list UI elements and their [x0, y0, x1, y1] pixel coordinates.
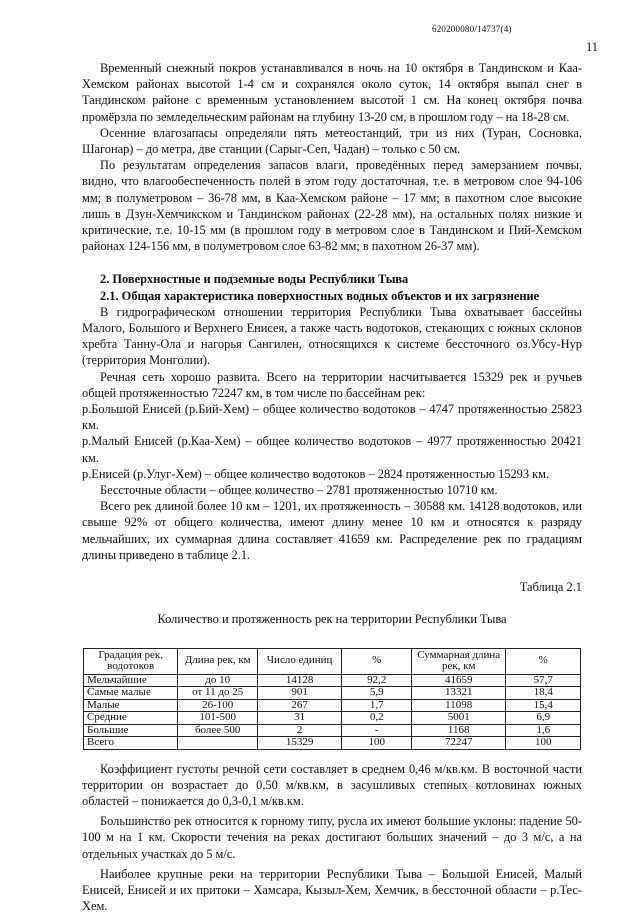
- table-cell: Большие: [84, 724, 178, 737]
- table-row: [84, 687, 581, 700]
- table-cell: 100: [506, 737, 581, 750]
- table-cell: 101-500: [178, 712, 258, 725]
- table-cell: 31: [257, 712, 341, 725]
- table-cell: 57,7: [506, 674, 581, 687]
- paragraph-endorheic: Бессточные области – общее количество – 2781 протяженностью 10710 км.: [100, 483, 498, 498]
- table-cell: Самые малые: [84, 687, 178, 700]
- table-row: [84, 712, 581, 725]
- table-cell: до 10: [178, 674, 258, 687]
- paragraph-snow-cover: Временный снежный покров устанавливался в ночь на 10 октября в Тандинском и Каа-Хемском районах высотой 1-4 см и сохранялся около суток, 14 октября выпал снег в Тандинском районе с временным установлением высотой 1 см. На конец октября почва промёрзла по земледельческим районам на глубину 13-20 см, в прошлом году – на 18-28 см.: [82, 61, 582, 124]
- table-header-cell: Суммарная длина рек, км: [412, 648, 506, 674]
- table-cell: 100: [342, 737, 412, 750]
- table-cell: 18,4: [506, 687, 581, 700]
- table-cell: Всего: [84, 737, 178, 750]
- table-row: [84, 674, 581, 687]
- paragraph-river-network: Речная сеть хорошо развита. Всего на территории насчитывается 15329 рек и ручьев общей протяженностью 72247 км, в том числе по бассейнам рек:: [82, 369, 582, 400]
- table-cell: 15329: [257, 737, 341, 750]
- table-cell: Мельчайшие: [84, 674, 178, 687]
- table-cell: более 500: [178, 724, 258, 737]
- table-cell: 2: [257, 724, 341, 737]
- table-cell: 15,4: [506, 699, 581, 712]
- table-cell: 1,7: [342, 699, 412, 712]
- document-code: 620200080/14737(4): [432, 24, 512, 34]
- table-cell: 0,2: [342, 712, 412, 725]
- table-caption: Таблица 2.1: [519, 580, 582, 595]
- section-heading: 2. Поверхностные и подземные воды Республики Тыва: [100, 272, 409, 287]
- paragraph-mountain-rivers: Большинство рек относится к горному типу, русла их имеют большие уклоны: падение 50-100 м на 1 км. Скорости течения на реках достигают больших значений – до 3 м/с, а на отдельных участках до 5 м/с.: [82, 814, 582, 861]
- table-cell: 1,6: [506, 724, 581, 737]
- table-cell: 267: [257, 699, 341, 712]
- table-row: [84, 724, 581, 737]
- table-cell: Средние: [84, 712, 178, 725]
- subsection-heading: 2.1. Общая характеристика поверхностных водных объектов и их загрязнение: [100, 288, 540, 303]
- table-cell: 92,2: [342, 674, 412, 687]
- table-cell: 41659: [412, 674, 506, 687]
- table-header-cell: %: [342, 648, 412, 674]
- paragraph-largest-rivers: Наиболее крупные реки на территории Республики Тыва – Большой Енисей, Малый Енисей, Енисей и их притоки – Хамсара, Кызыл-Хем, Хемчик, в бессточной области – р.Тес-Хем.: [82, 866, 582, 914]
- table-cell: 13321: [412, 687, 506, 700]
- table-cell: [178, 737, 258, 750]
- table-row-total: [84, 737, 581, 750]
- paragraph-river-length-summary: Всего рек длиной более 10 км – 1201, их протяженность – 30588 км. 14128 водотоков, или свыше 92% от общего количества, имеют длину менее 10 км и относятся к разряду мельчайших, их суммарная длина составляет 41659 км. Распределение рек по градациям длины приведено в таблице 2.1.: [82, 499, 582, 562]
- paragraph-autumn-moisture: Осенние влагозапасы определяли пять метеостанций, три из них (Туран, Сосновка, Шагонар) – до метра, две станции (Сарыг-Сеп, Чадан) – только с 50 см.: [82, 125, 582, 157]
- table-cell: 72247: [412, 737, 506, 750]
- table-cell: 901: [257, 687, 341, 700]
- table-cell: 6,9: [506, 712, 581, 725]
- table-header-cell: %: [506, 648, 581, 674]
- paragraph-yenisei: р.Енисей (р.Улуг-Хем) – общее количество водотоков – 2824 протяженностью 15293 км.: [82, 466, 550, 481]
- table-cell: 11098: [412, 699, 506, 712]
- table-cell: от 11 до 25: [178, 687, 258, 700]
- table-cell: 1168: [412, 724, 506, 737]
- table-header-cell: Градация рек, водотоков: [84, 648, 178, 674]
- paragraph-hydrography: В гидрографическом отношении территория Республики Тыва охватывает бассейны Малого, Большого и Верхнего Енисея, а также часть водотоков, стекающих с южных склонов хребта Танну-Ола и нагорья Сангилен, относящихся к системе бессточного оз.Убсу-Нур (территория Монголии).: [82, 304, 582, 368]
- table-cell: 5,9: [342, 687, 412, 700]
- table-header-cell: Длина рек, км: [178, 648, 258, 674]
- table-cell: 14128: [257, 674, 341, 687]
- paragraph-small-yenisei: р.Малый Енисей (р.Каа-Хем) – общее количество водотоков – 4977 протяженностью 20421 км.: [82, 434, 582, 465]
- paragraph-big-yenisei: р.Большой Енисей (р.Бий-Хем) – общее количество водотоков – 4747 протяженностью 25823 км.: [82, 402, 582, 433]
- table-header-cell: Число единиц: [257, 648, 341, 674]
- document-body: [82, 60, 582, 914]
- table-title: Количество и протяженность рек на территории Республики Тыва: [157, 612, 507, 627]
- table-header-row: [84, 648, 581, 674]
- table-row: [84, 699, 581, 712]
- paragraph-moisture-results: По результатам определения запасов влаги, проведённых перед замерзанием почвы, видно, что влагообеспеченность полей в этом году достаточная, т.е. в метровом слое 94-106 мм; в полуметровом – 36-78 мм, в Каа-Хемском районе – 17 мм; в пахотном слое высокие лишь в Дзун-Хемчикском и Тандинском районах (22-28 мм), на остальных полях низкие и критические, т.е. 10-15 мм (в прошлом году в метровом слое в Тандинском и Пий-Хемском районах 124-156 мм, в полуметровом слое 63-82 мм; в пахотном 26-37 мм).: [82, 158, 582, 254]
- table-cell: -: [342, 724, 412, 737]
- table-cell: Малые: [84, 699, 178, 712]
- table-cell: 26-100: [178, 699, 258, 712]
- page-number: 11: [586, 40, 599, 54]
- rivers-table: [83, 648, 581, 750]
- paragraph-density-coefficient: Коэффициент густоты речной сети составляет в среднем 0,46 м/кв.км. В восточной части территории он возрастает до 0,50 м/кв.км, в засушливых степных котловинах южных областей – понижается до 0,3-0,1 м/кв.км.: [82, 761, 582, 808]
- table-cell: 5001: [412, 712, 506, 725]
